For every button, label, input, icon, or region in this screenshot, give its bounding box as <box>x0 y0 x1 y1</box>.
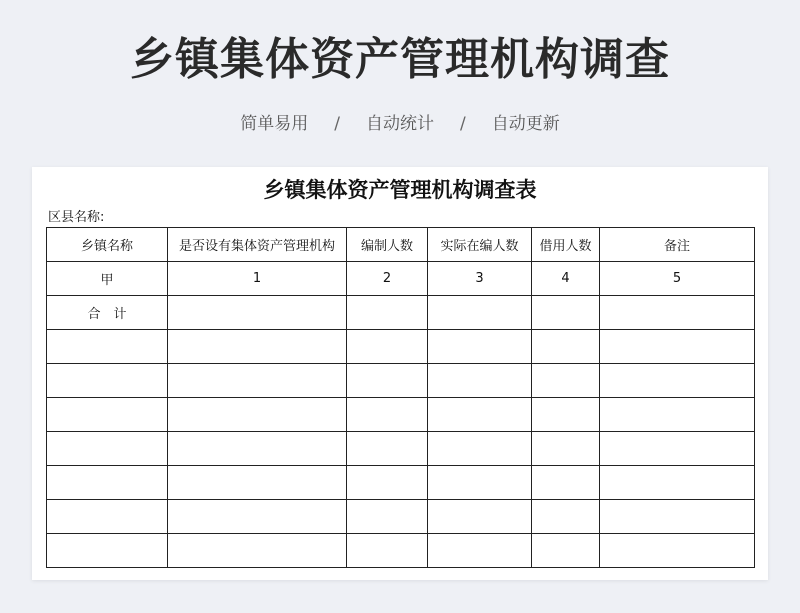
table-cell[interactable] <box>168 466 347 500</box>
table-cell[interactable] <box>428 296 532 330</box>
table-cell[interactable] <box>600 296 755 330</box>
table-cell[interactable] <box>600 500 755 534</box>
table-cell[interactable] <box>532 330 600 364</box>
table-cell[interactable] <box>428 398 532 432</box>
table-cell[interactable] <box>428 534 532 568</box>
table-row <box>47 432 755 466</box>
table-cell[interactable] <box>47 432 168 466</box>
table-cell[interactable]: 甲 <box>47 262 168 296</box>
table-cell[interactable] <box>168 500 347 534</box>
table-cell[interactable] <box>600 398 755 432</box>
table-cell[interactable] <box>347 534 428 568</box>
table-cell[interactable] <box>347 398 428 432</box>
table-cell[interactable] <box>600 364 755 398</box>
table-cell[interactable] <box>168 330 347 364</box>
table-cell[interactable] <box>347 330 428 364</box>
table-cell[interactable] <box>532 398 600 432</box>
spreadsheet-preview <box>32 167 768 580</box>
column-header-remarks: 备注 <box>600 228 755 262</box>
table-cell[interactable] <box>47 466 168 500</box>
table-cell[interactable] <box>47 330 168 364</box>
table-cell[interactable] <box>600 534 755 568</box>
survey-table <box>46 227 755 568</box>
table-row <box>47 500 755 534</box>
table-cell[interactable] <box>168 432 347 466</box>
table-cell[interactable] <box>347 364 428 398</box>
table-cell[interactable]: 1 <box>168 262 347 296</box>
table-row <box>47 330 755 364</box>
feature-subtitle <box>0 112 800 136</box>
table-cell[interactable] <box>347 296 428 330</box>
feature-easy-to-use: 简单易用 <box>240 114 309 134</box>
table-total-row <box>47 296 755 330</box>
column-header-has-agency: 是否设有集体资产管理机构 <box>168 228 347 262</box>
table-cell[interactable] <box>47 398 168 432</box>
column-header-township: 乡镇名称 <box>47 228 168 262</box>
table-cell[interactable] <box>428 500 532 534</box>
column-header-borrowed-staff: 借用人数 <box>532 228 600 262</box>
table-cell[interactable] <box>347 432 428 466</box>
feature-separator: / <box>460 114 466 134</box>
table-cell[interactable] <box>532 466 600 500</box>
table-row <box>47 534 755 568</box>
table-cell[interactable] <box>428 364 532 398</box>
table-cell[interactable] <box>428 432 532 466</box>
table-cell[interactable] <box>600 432 755 466</box>
table-row <box>47 398 755 432</box>
table-cell[interactable] <box>347 500 428 534</box>
table-cell[interactable] <box>168 398 347 432</box>
feature-auto-update: 自动更新 <box>491 114 560 134</box>
total-label-cell[interactable]: 合 计 <box>47 296 168 330</box>
sheet-title: 乡镇集体资产管理机构调查表 <box>263 178 537 202</box>
table-cell[interactable] <box>47 364 168 398</box>
column-header-actual-staff: 实际在编人数 <box>428 228 532 262</box>
table-cell[interactable] <box>347 466 428 500</box>
district-name-label: 区县名称: <box>48 210 105 225</box>
table-cell[interactable]: 5 <box>600 262 755 296</box>
table-cell[interactable] <box>532 364 600 398</box>
table-cell[interactable] <box>532 534 600 568</box>
table-cell[interactable] <box>532 432 600 466</box>
table-cell[interactable] <box>532 500 600 534</box>
table-cell[interactable] <box>47 534 168 568</box>
table-cell[interactable] <box>428 330 532 364</box>
table-cell[interactable] <box>600 466 755 500</box>
table-cell[interactable] <box>600 330 755 364</box>
page-title: 乡镇集体资产管理机构调查 <box>130 34 670 85</box>
table-cell[interactable] <box>168 534 347 568</box>
table-header-row <box>47 228 755 262</box>
table-row <box>47 466 755 500</box>
table-cell[interactable] <box>532 296 600 330</box>
column-header-staff-quota: 编制人数 <box>347 228 428 262</box>
table-cell[interactable]: 4 <box>532 262 600 296</box>
table-cell[interactable] <box>47 500 168 534</box>
table-cell[interactable] <box>168 296 347 330</box>
feature-auto-stats: 自动统计 <box>366 114 434 134</box>
table-cell[interactable]: 3 <box>428 262 532 296</box>
table-cell[interactable]: 2 <box>347 262 428 296</box>
table-cell[interactable] <box>428 466 532 500</box>
table-index-row <box>47 262 755 296</box>
feature-separator: / <box>334 114 340 134</box>
table-row <box>47 364 755 398</box>
table-cell[interactable] <box>168 364 347 398</box>
